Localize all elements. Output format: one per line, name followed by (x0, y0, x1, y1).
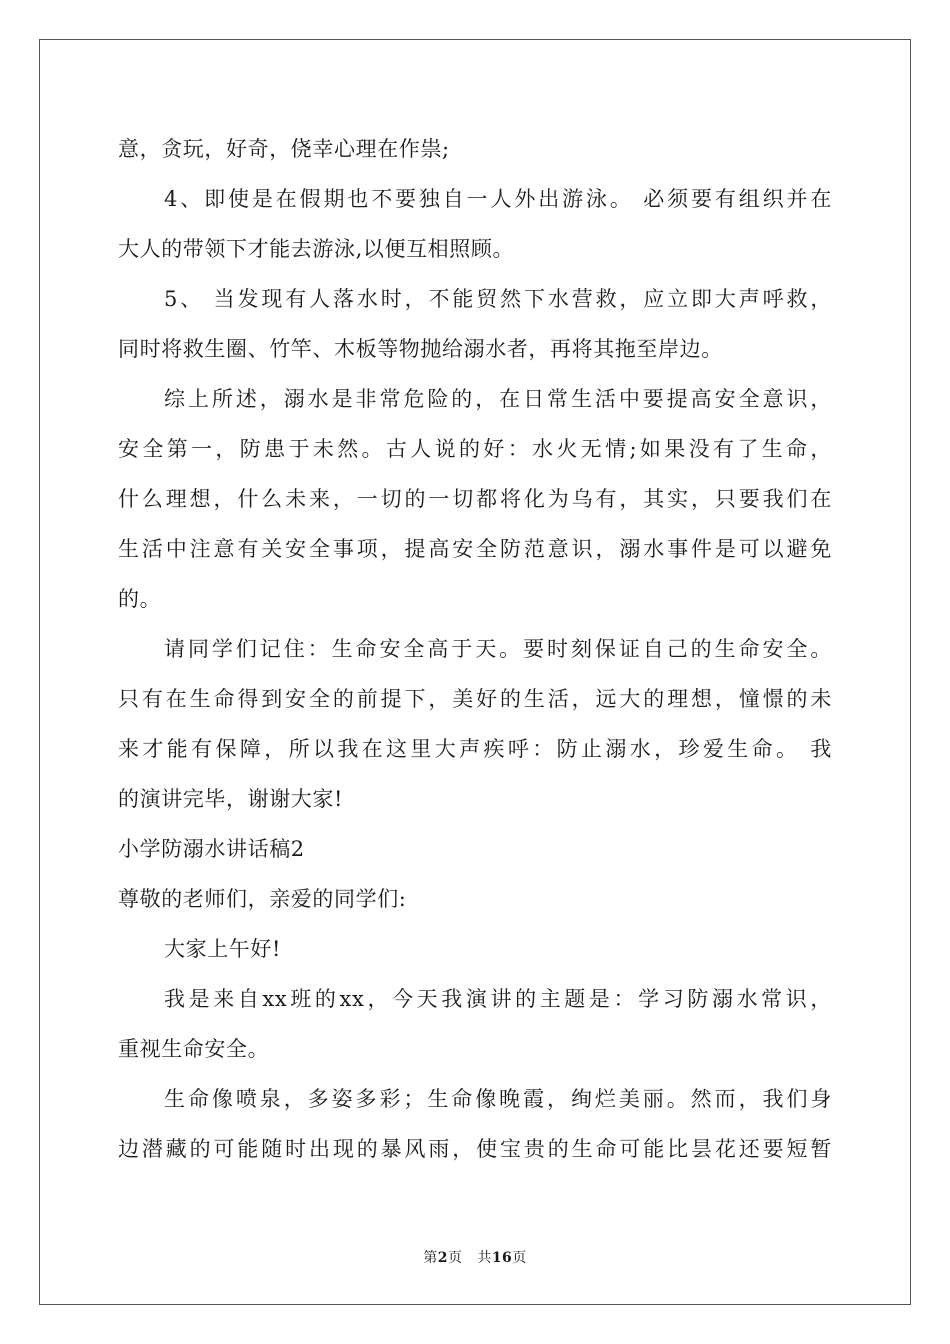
text-line: 生活中注意有关安全事项，提高安全防范意识，溺水事件是可以避免 (118, 537, 832, 561)
total-suffix: 页 (512, 1250, 527, 1266)
text-line: 4、即使是在假期也不要独自一人外出游泳。 必须要有组织并在 (164, 187, 832, 211)
text-line: 我是来自xx班的xx，今天我演讲的主题是：学习防溺水常识， (164, 987, 832, 1011)
greeting: 大家上午好! (164, 937, 282, 961)
text-line: 的演讲完毕，谢谢大家! (118, 787, 344, 811)
page-footer (0, 1247, 950, 1267)
page-number: 2 (437, 1250, 448, 1266)
total-pages: 16 (491, 1250, 513, 1266)
text-line: 安全第一，防患于未然。古人说的好：水火无情;如果没有了生命， (118, 437, 832, 461)
text-line: 意，贪玩，好奇，侥幸心理在作祟; (118, 137, 450, 161)
total-prefix: 共 (477, 1250, 492, 1266)
text-line: 重视生命安全。 (118, 1037, 270, 1061)
text-line: 只有在生命得到安全的前提下，美好的生活，远大的理想，憧憬的未 (118, 687, 832, 711)
text-line: 请同学们记住：生命安全高于天。要时刻保证自己的生命安全。 (164, 637, 832, 661)
salutation: 尊敬的老师们，亲爱的同学们: (118, 887, 407, 911)
text-line: 边潜藏的可能随时出现的暴风雨，使宝贵的生命可能比昙花还要短暂 (118, 1137, 832, 1161)
text-line: 生命像喷泉，多姿多彩；生命像晚霞，绚烂美丽。然而，我们身 (164, 1087, 832, 1111)
page-prefix: 第 (423, 1250, 438, 1266)
text-line: 5、 当发现有人落水时，不能贸然下水营救，应立即大声呼救， (164, 287, 832, 311)
text-line: 综上所述，溺水是非常危险的，在日常生活中要提高安全意识， (164, 387, 832, 411)
text-line: 什么理想，什么未来，一切的一切都将化为乌有，其实，只要我们在 (118, 487, 832, 511)
text-line: 的。 (118, 587, 162, 611)
page-suffix: 页 (447, 1250, 463, 1266)
section-heading: 小学防溺水讲话稿2 (118, 837, 305, 861)
text-line: 大人的带领下才能去游泳,以便互相照顾。 (118, 237, 515, 261)
text-line: 来才能有保障，所以我在这里大声疾呼：防止溺水，珍爱生命。 我 (118, 737, 832, 761)
text-line: 同时将救生圈、竹竿、木板等物抛给溺水者，再将其拖至岸边。 (118, 337, 723, 361)
